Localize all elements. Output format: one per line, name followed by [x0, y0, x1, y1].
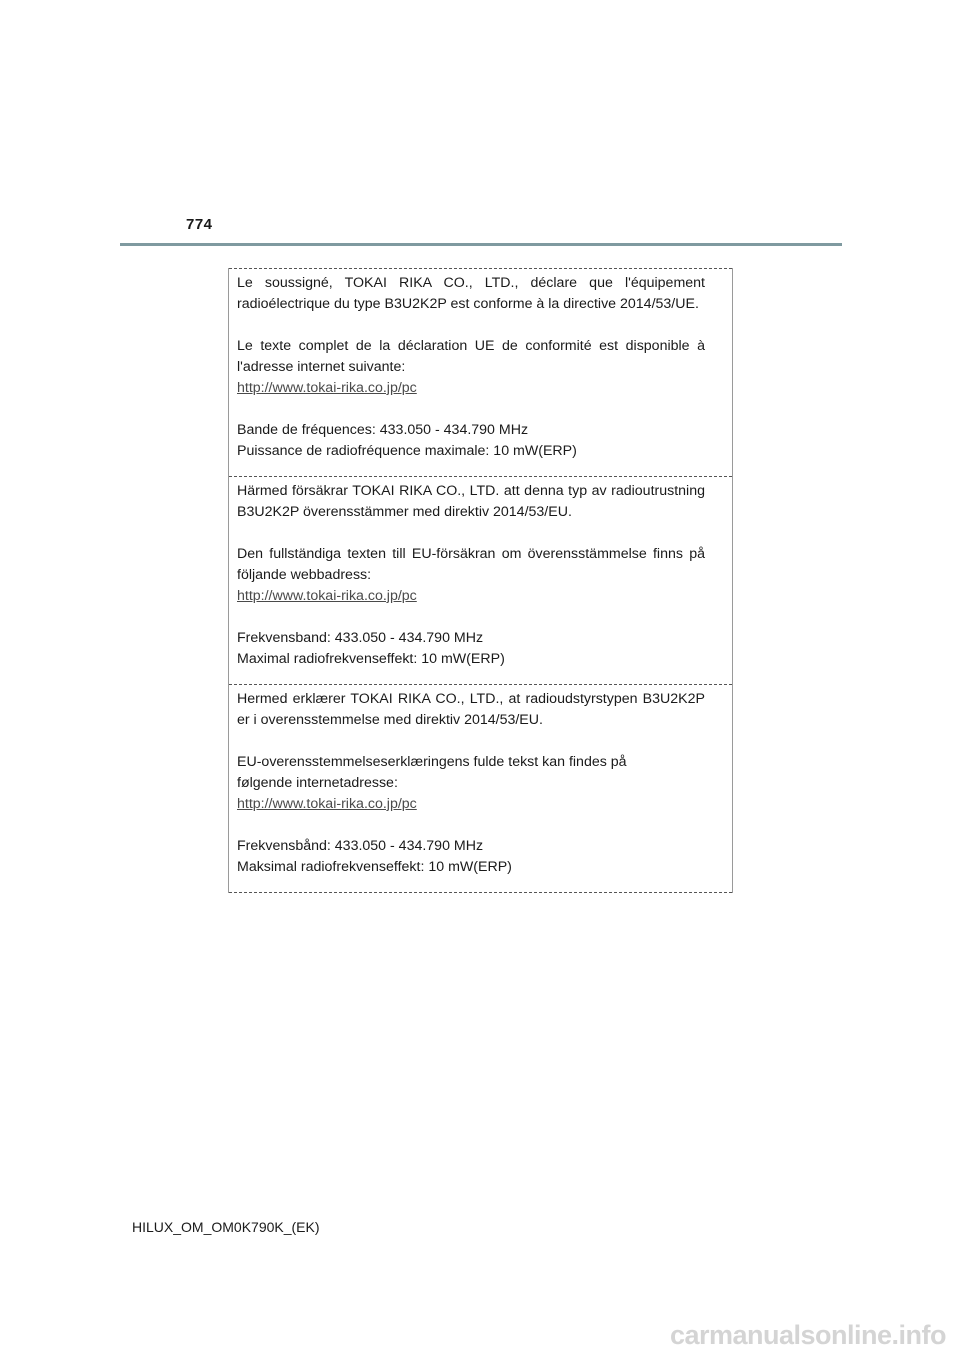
declaration-link[interactable]: http://www.tokai-rika.co.jp/pc — [237, 588, 417, 604]
spec-block — [237, 836, 705, 878]
section-swedish — [229, 476, 732, 684]
declaration-link[interactable]: http://www.tokai-rika.co.jp/pc — [237, 380, 417, 396]
availability-text-line2: følgende internetadresse: — [237, 775, 398, 791]
max-power-text: Maksimal radiofrekvenseffekt: 10 mW(ERP) — [237, 859, 512, 875]
spec-block — [237, 628, 705, 670]
declaration-text: Hermed erklærer TOKAI RIKA CO., LTD., at radioudstyrstypen B3U2K2P er i overensstemmelse med direktiv 2014/53/EU. — [237, 691, 705, 728]
spec-block — [237, 420, 705, 462]
header-rule — [120, 243, 842, 246]
frequency-band-text: Frekvensbånd: 433.050 - 434.790 MHz — [237, 838, 484, 854]
declaration-box — [228, 268, 733, 893]
max-power-text: Maximal radiofrekvenseffekt: 10 mW(ERP) — [237, 651, 505, 667]
max-power-text: Puissance de radiofréquence maximale: 10 mW(ERP) — [237, 443, 577, 459]
availability-text-body: Le texte complet de la déclaration UE de conformité est disponible à l'adresse internet suivante: — [237, 338, 705, 375]
availability-text-body: Den fullständiga texten till EU-försäkran om överensstämmelse finns på följande webbadress: — [237, 546, 705, 583]
declaration-text: Le soussigné, TOKAI RIKA CO., LTD., déclare que l'équipement radioélectrique du type B3U2K2P est conforme à la directive 2014/53/UE. — [237, 275, 705, 312]
declaration-text: Härmed försäkrar TOKAI RIKA CO., LTD. att denna typ av radioutrustning B3U2K2P överensstämmer med direktiv 2014/53/EU. — [237, 483, 705, 520]
availability-text — [237, 336, 705, 399]
section-danish — [229, 684, 732, 893]
section-french — [229, 268, 732, 476]
page-number: 774 — [186, 216, 213, 233]
availability-text-line1: EU-overensstemmelseserklæringens fulde tekst kan findes på — [237, 754, 627, 770]
availability-text — [237, 544, 705, 607]
frequency-band-text: Bande de fréquences: 433.050 - 434.790 MHz — [237, 422, 529, 438]
watermark: carmanualsonline.info — [669, 1320, 946, 1350]
declaration-link[interactable]: http://www.tokai-rika.co.jp/pc — [237, 796, 417, 812]
footer-doc-code: HILUX_OM_OM0K790K_(EK) — [132, 1219, 320, 1235]
frequency-band-text: Frekvensband: 433.050 - 434.790 MHz — [237, 630, 484, 646]
availability-text — [237, 752, 705, 815]
